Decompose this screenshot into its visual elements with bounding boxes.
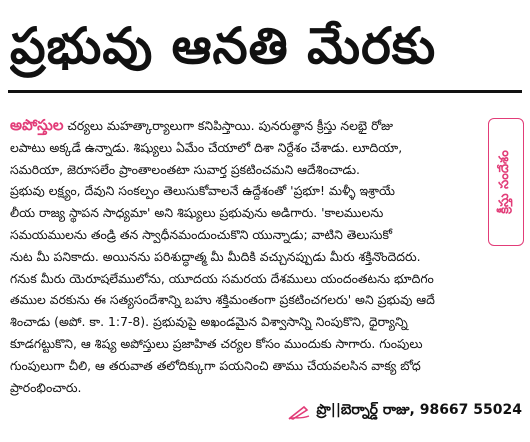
lead-word: అపోస్తుల (10, 116, 64, 134)
article-body (10, 115, 478, 398)
article-line-12: గుంపులుగా చీలి, ఆ తరువాత తలోదిక్కుగా పయనించి తాము చేయవలసిన వాక్య బోధ (10, 357, 421, 373)
byline (288, 402, 522, 421)
article-line-1 (10, 115, 478, 137)
article-line-13: ప్రారంభించారు. (10, 379, 82, 395)
signature-text: ప్రొ||బెర్నార్డ్ రాజు, 98667 55024 (316, 402, 522, 418)
article-line-6: సమయములను తండ్రి తన స్వాధీనమందుంచుకొని యున్నాడు; వాటిని తెలుసుకో (10, 226, 393, 242)
article-line-3: సమరియా, జెరూసలేం ప్రాంతాలంతటా సువార్త ప్రకటించమని ఆదేశించాడు. (10, 161, 360, 177)
article-line-8: గనుక మీరు యెరూషలేములోను, యూదయ సమరయ దేశములు యందంతటను భూదిగం (10, 270, 434, 286)
headline: ప్రభువు ఆనతి మేరకు (10, 16, 437, 75)
headline-rule (8, 90, 522, 93)
article-line-text: చర్యలు మహత్కార్యాలుగా కనిపిస్తాయి. పునరుత్థాన క్రీస్తు నలభై రోజు (63, 118, 394, 133)
article-line-10: శించాడు (అపో. కా. 1:7-8). ప్రభువుపై అఖండమైన విశ్వాసాన్ని నింపుకొని, ధైర్యాన్ని (10, 314, 408, 330)
article-line-11: కూడగట్టుకొని, ఆ శిష్య అపోస్తులు ప్రజాహిత చర్యల కోసం ముందుకు సాగారు. గుంపులు (10, 335, 423, 351)
article-line-2: లపాటు అక్కడే ఉన్నాడు. శిష్యులు ఏమేం చేయాలో దిశా నిర్దేశం చేశాడు. లూదియా, (10, 139, 403, 155)
article-line-4: ప్రభువు లక్ష్యం, దేవుని సంకల్పం తెలుసుకోవాలనే ఉద్దేశంతో 'ప్రభూ! మళ్ళీ ఇశ్రాయే (10, 183, 395, 199)
side-tag: క్రీస్తు సందేశం (497, 150, 513, 214)
article-line-7: నుట మీ పనికాదు. అయినను పరిశుద్ధాత్మ మీ మీదికి వచ్చునప్పుడు మీరు శక్తినొందెదరు. (10, 248, 421, 264)
pen-icon (288, 404, 310, 420)
article-line-9: తముల వరకును ఈ సత్యసందేశాన్ని బహు శక్తిమంతంగా ప్రకటించగలరు' అని ప్రభువు ఆదే (10, 292, 435, 308)
article-line-5: లీయ రాజ్య స్థాపన సాధ్యమా' అని శిష్యులు ప్రభువును అడిగారు. 'కాలములను (10, 205, 384, 221)
side-tag-box (488, 118, 524, 246)
